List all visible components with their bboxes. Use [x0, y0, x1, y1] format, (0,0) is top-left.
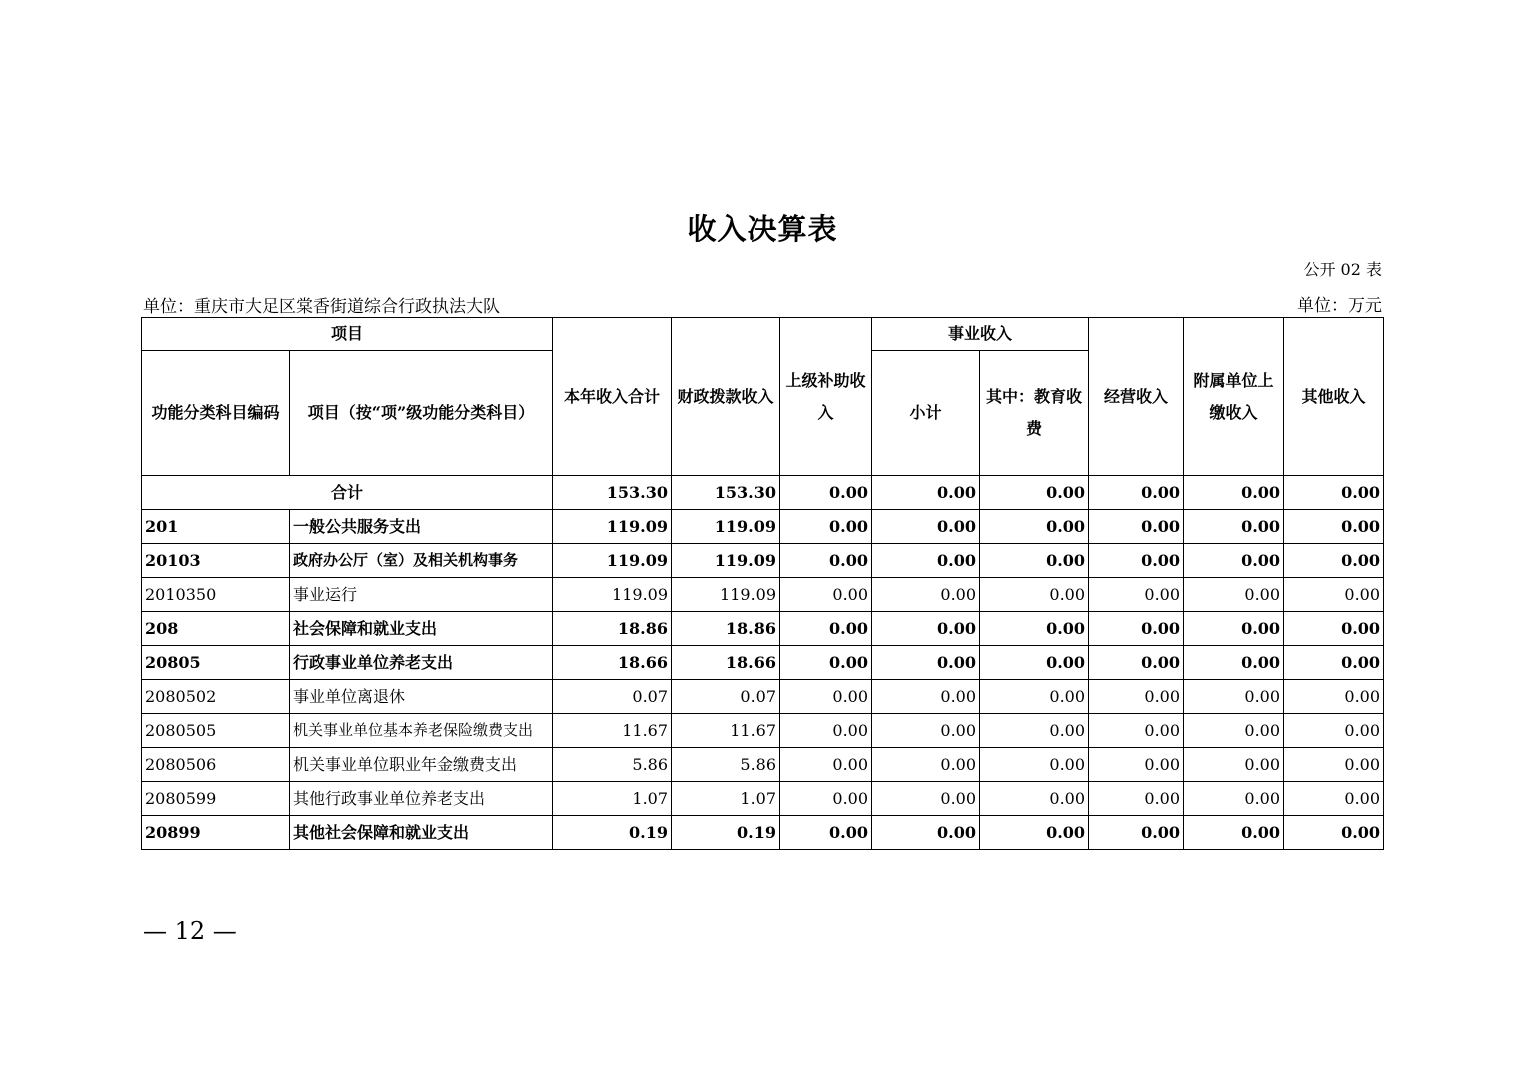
- row-code: 20103: [142, 544, 290, 578]
- row-value: 119.09: [672, 510, 780, 544]
- row-name: 事业运行: [290, 578, 553, 612]
- row-name: 政府办公厅（室）及相关机构事务: [290, 544, 553, 578]
- row-value: 0.00: [1089, 646, 1184, 680]
- row-value: 0.00: [1184, 714, 1284, 748]
- row-name: 一般公共服务支出: [290, 510, 553, 544]
- row-name: 其他行政事业单位养老支出: [290, 782, 553, 816]
- row-name: 社会保障和就业支出: [290, 612, 553, 646]
- table-row: [142, 748, 1384, 782]
- row-code: 2080506: [142, 748, 290, 782]
- row-value: 0.00: [1284, 782, 1384, 816]
- row-value: 0.07: [672, 680, 780, 714]
- row-code: 20899: [142, 816, 290, 850]
- row-value: 0.00: [1284, 544, 1384, 578]
- row-value: 0.00: [980, 680, 1089, 714]
- table-row: [142, 782, 1384, 816]
- header-education: 其中：教育收费: [980, 351, 1089, 476]
- table-row: [142, 578, 1384, 612]
- income-table: [141, 317, 1384, 850]
- row-value: 119.09: [553, 510, 672, 544]
- table-row: [142, 544, 1384, 578]
- row-code: 2080599: [142, 782, 290, 816]
- row-value: 0.00: [980, 544, 1089, 578]
- header-project-group: 项目: [142, 318, 553, 351]
- row-value: 18.66: [553, 646, 672, 680]
- row-value: 0.00: [872, 646, 980, 680]
- page-title: 收入决算表: [687, 212, 838, 246]
- header-total: 本年收入合计: [553, 318, 672, 476]
- row-value: 0.00: [980, 714, 1089, 748]
- header-business-group: 事业收入: [872, 318, 1089, 351]
- total-cell: 153.30: [672, 476, 780, 510]
- row-value: 0.00: [980, 782, 1089, 816]
- total-label: 合计: [142, 476, 553, 510]
- row-value: 0.00: [1089, 748, 1184, 782]
- total-cell: 0.00: [780, 476, 872, 510]
- row-value: 0.00: [780, 782, 872, 816]
- total-cell: 0.00: [1089, 476, 1184, 510]
- currency-unit: 单位：万元: [1297, 296, 1382, 316]
- header-operating: 经营收入: [1089, 318, 1184, 476]
- row-value: 0.19: [672, 816, 780, 850]
- total-cell: 0.00: [980, 476, 1089, 510]
- form-number: 公开 02 表: [1303, 260, 1382, 279]
- row-value: 0.00: [780, 680, 872, 714]
- row-value: 0.00: [780, 816, 872, 850]
- row-value: 11.67: [672, 714, 780, 748]
- row-value: 5.86: [553, 748, 672, 782]
- row-value: 0.00: [980, 748, 1089, 782]
- row-value: 0.00: [780, 646, 872, 680]
- total-cell: 0.00: [1284, 476, 1384, 510]
- row-value: 0.07: [553, 680, 672, 714]
- total-cell: 0.00: [872, 476, 980, 510]
- row-value: 0.00: [1089, 612, 1184, 646]
- row-value: 0.00: [1284, 714, 1384, 748]
- row-value: 0.00: [1184, 612, 1284, 646]
- row-value: 11.67: [553, 714, 672, 748]
- row-value: 0.00: [1284, 612, 1384, 646]
- row-value: 0.00: [1184, 578, 1284, 612]
- row-value: 0.00: [780, 578, 872, 612]
- row-value: 0.00: [1089, 816, 1184, 850]
- row-value: 0.00: [872, 612, 980, 646]
- table-row: [142, 612, 1384, 646]
- row-value: 0.00: [1089, 680, 1184, 714]
- row-value: 0.00: [872, 748, 980, 782]
- row-value: 0.00: [1184, 680, 1284, 714]
- row-value: 0.00: [1184, 782, 1284, 816]
- row-value: 0.00: [1089, 544, 1184, 578]
- row-value: 5.86: [672, 748, 780, 782]
- page-number: — 12 —: [143, 917, 237, 945]
- row-value: 0.00: [872, 714, 980, 748]
- row-value: 0.00: [780, 544, 872, 578]
- header-superior: 上级补助收入: [780, 318, 872, 476]
- row-code: 2080505: [142, 714, 290, 748]
- row-value: 0.00: [980, 510, 1089, 544]
- row-name: 行政事业单位养老支出: [290, 646, 553, 680]
- reporting-unit: 单位：重庆市大足区棠香街道综合行政执法大队: [143, 297, 500, 317]
- row-value: 0.00: [872, 510, 980, 544]
- row-value: 0.00: [780, 510, 872, 544]
- row-value: 1.07: [672, 782, 780, 816]
- row-value: 0.00: [780, 612, 872, 646]
- total-cell: 0.00: [1184, 476, 1284, 510]
- row-value: 0.00: [872, 782, 980, 816]
- total-cell: 153.30: [553, 476, 672, 510]
- row-name: 机关事业单位基本养老保险缴费支出: [290, 714, 553, 748]
- header-fiscal: 财政拨款收入: [672, 318, 780, 476]
- row-value: 0.00: [980, 612, 1089, 646]
- row-value: 0.00: [1089, 510, 1184, 544]
- row-value: 18.86: [553, 612, 672, 646]
- row-value: 18.86: [672, 612, 780, 646]
- row-value: 119.09: [672, 544, 780, 578]
- row-code: 208: [142, 612, 290, 646]
- row-code: 2010350: [142, 578, 290, 612]
- row-value: 18.66: [672, 646, 780, 680]
- row-value: 119.09: [553, 544, 672, 578]
- row-value: 0.00: [980, 578, 1089, 612]
- row-value: 0.00: [1284, 578, 1384, 612]
- row-name: 事业单位离退休: [290, 680, 553, 714]
- row-value: 0.00: [780, 748, 872, 782]
- row-value: 0.00: [1284, 510, 1384, 544]
- row-code: 201: [142, 510, 290, 544]
- row-value: 0.00: [872, 578, 980, 612]
- row-value: 119.09: [672, 578, 780, 612]
- row-value: 0.00: [1284, 816, 1384, 850]
- header-affiliated: 附属单位上缴收入: [1184, 318, 1284, 476]
- row-value: 0.00: [780, 714, 872, 748]
- total-row: [142, 476, 1384, 510]
- header-code: 功能分类科目编码: [142, 351, 290, 476]
- table-row: [142, 816, 1384, 850]
- row-value: 0.00: [1089, 714, 1184, 748]
- row-value: 0.00: [1184, 510, 1284, 544]
- row-value: 0.00: [1184, 816, 1284, 850]
- header-name: 项目（按“项”级功能分类科目）: [290, 351, 553, 476]
- header-subtotal: 小计: [872, 351, 980, 476]
- row-value: 119.09: [553, 578, 672, 612]
- row-name: 其他社会保障和就业支出: [290, 816, 553, 850]
- row-value: 1.07: [553, 782, 672, 816]
- table-row: [142, 646, 1384, 680]
- row-value: 0.00: [1089, 578, 1184, 612]
- table-row: [142, 714, 1384, 748]
- row-value: 0.00: [1184, 646, 1284, 680]
- table-row: [142, 510, 1384, 544]
- row-name: 机关事业单位职业年金缴费支出: [290, 748, 553, 782]
- row-value: 0.00: [1284, 680, 1384, 714]
- row-value: 0.00: [872, 816, 980, 850]
- row-value: 0.00: [1184, 544, 1284, 578]
- header-other: 其他收入: [1284, 318, 1384, 476]
- row-code: 2080502: [142, 680, 290, 714]
- row-value: 0.00: [1284, 646, 1384, 680]
- table-row: [142, 680, 1384, 714]
- row-value: 0.00: [980, 646, 1089, 680]
- row-value: 0.00: [872, 680, 980, 714]
- row-code: 20805: [142, 646, 290, 680]
- row-value: 0.00: [980, 816, 1089, 850]
- row-value: 0.19: [553, 816, 672, 850]
- row-value: 0.00: [1089, 782, 1184, 816]
- row-value: 0.00: [1184, 748, 1284, 782]
- row-value: 0.00: [872, 544, 980, 578]
- row-value: 0.00: [1284, 748, 1384, 782]
